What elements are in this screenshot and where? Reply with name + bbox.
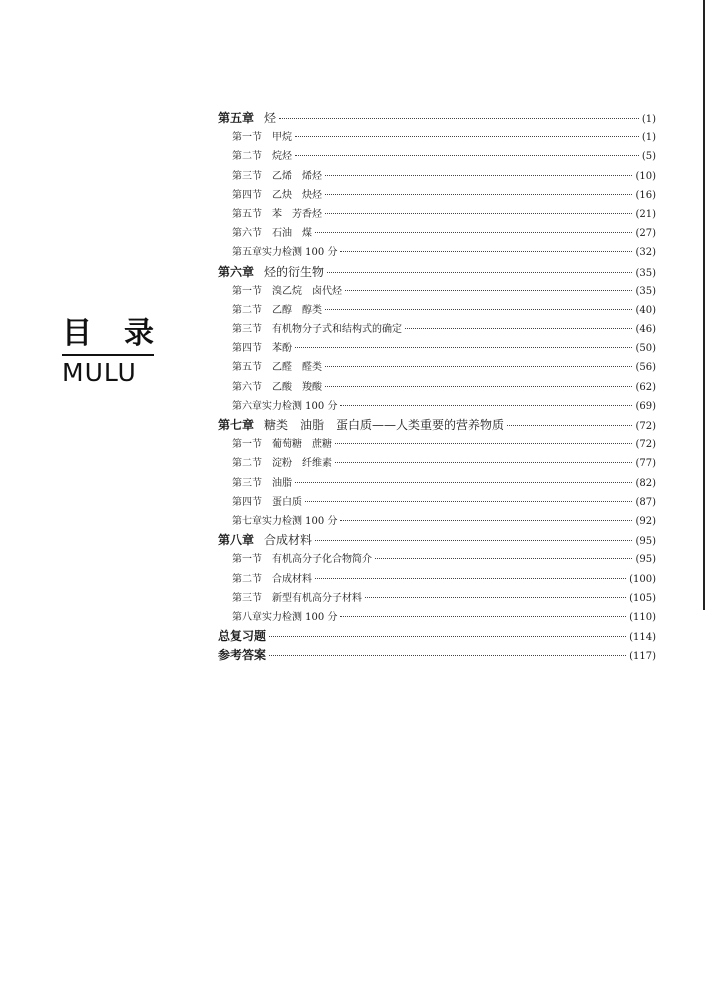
toc-entry-label: 第二节 xyxy=(232,458,262,470)
toc-entry-title: 有机物分子式和结构式的确定 xyxy=(272,324,402,336)
toc-page-number: (1) xyxy=(641,132,656,144)
toc-page-number: (110) xyxy=(629,611,656,623)
toc-leader-dots xyxy=(340,394,632,406)
toc-entry-label: 第七章实力检测 100 分 xyxy=(232,515,338,527)
toc-leader-dots xyxy=(325,375,632,387)
toc-page-number: (72) xyxy=(635,439,656,451)
toc-page-number: (117) xyxy=(629,651,656,663)
toc-leader-dots xyxy=(315,567,626,579)
toc-leader-dots xyxy=(375,547,632,559)
toc-page-number: (46) xyxy=(635,324,656,336)
toc-entry-title: 烃的衍生物 xyxy=(264,264,325,279)
contents-heading xyxy=(62,316,154,388)
toc-entry-label: 第八章 xyxy=(218,533,255,548)
toc-leader-dots xyxy=(335,451,632,463)
toc-entry-label: 第一节 xyxy=(232,285,262,297)
toc-entry-label: 第二节 xyxy=(232,304,262,316)
toc-leader-dots xyxy=(295,125,639,137)
toc-entry-title: 烃 xyxy=(264,111,277,125)
toc-leader-dots xyxy=(340,509,632,521)
page-edge-line xyxy=(703,0,705,610)
toc-page-number: (105) xyxy=(629,592,656,604)
toc-entry-title: 新型有机高分子材料 xyxy=(272,592,362,604)
toc-page-number: (35) xyxy=(635,267,656,279)
toc-entry-title: 葡萄糖 蔗糖 xyxy=(272,439,332,451)
toc-page-number: (35) xyxy=(635,285,656,297)
toc-leader-dots xyxy=(269,625,626,637)
toc-entry-label: 第六节 xyxy=(232,381,262,393)
toc-page-number: (95) xyxy=(635,536,656,548)
toc-page-number: (1) xyxy=(641,114,656,125)
toc-leader-dots xyxy=(269,644,626,656)
toc-entry-title: 油脂 xyxy=(272,477,292,489)
toc-leader-dots xyxy=(305,490,632,502)
toc-entry-label: 第五节 xyxy=(232,208,262,220)
toc-entry-title: 乙醛 醛类 xyxy=(272,362,322,374)
toc-entry-title: 蛋白质 xyxy=(272,496,302,508)
toc-page-number: (95) xyxy=(635,554,656,566)
toc-page-number: (82) xyxy=(635,477,656,489)
toc-entry-label: 第六节 xyxy=(232,228,262,240)
toc-entry-label: 第四节 xyxy=(232,343,262,355)
toc-page-number: (77) xyxy=(635,458,656,470)
toc-leader-dots xyxy=(325,202,632,214)
toc-entry-title: 淀粉 纤维素 xyxy=(272,458,332,470)
toc-entry-label: 总复习题 xyxy=(218,629,267,644)
toc-entry-label: 第一节 xyxy=(232,132,262,144)
toc-entry-title: 乙炔 炔烃 xyxy=(272,189,322,201)
toc-page-number: (50) xyxy=(635,343,656,355)
toc-entry-label: 第七章 xyxy=(218,418,255,432)
toc-page-number: (21) xyxy=(635,208,656,220)
toc-leader-dots xyxy=(325,183,632,195)
toc-entry-label: 第二节 xyxy=(232,573,262,585)
toc-entry-title: 合成材料 xyxy=(264,533,313,548)
toc-entry-title: 糖类 油脂 蛋白质——人类重要的营养物质 xyxy=(264,418,505,432)
toc-entry-label: 第三节 xyxy=(232,324,262,336)
toc-page-number: (27) xyxy=(635,228,656,240)
toc-entry-label: 第五节 xyxy=(232,362,262,374)
toc-leader-dots xyxy=(327,261,632,273)
toc-entry-title: 苯酚 xyxy=(272,343,292,355)
toc-leader-dots xyxy=(295,471,632,483)
toc-entry-label: 第一节 xyxy=(232,554,262,566)
toc-page-number: (114) xyxy=(629,632,656,644)
toc-leader-dots xyxy=(279,107,639,119)
toc-leader-dots xyxy=(295,144,639,156)
toc-entry-title: 烷烃 xyxy=(272,151,292,163)
toc-entry-label: 第五章 xyxy=(218,111,255,125)
toc-page-number: (56) xyxy=(635,362,656,374)
toc-page-number: (10) xyxy=(635,170,656,182)
toc-chapter-row xyxy=(218,646,656,665)
toc-entry-title: 溴乙烷 卤代烃 xyxy=(272,285,342,297)
toc-page-number: (69) xyxy=(635,400,656,412)
toc-entry-title: 苯 芳香烃 xyxy=(272,208,322,220)
toc-entry-title: 甲烷 xyxy=(272,132,292,144)
toc-entry-label: 第四节 xyxy=(232,189,262,201)
heading-char-left: 目 xyxy=(62,316,92,351)
toc-leader-dots xyxy=(295,336,632,348)
toc-entry-label: 第三节 xyxy=(232,170,262,182)
toc-leader-dots xyxy=(315,221,632,233)
heading-rule xyxy=(62,354,154,356)
toc-entry-label: 第八章实力检测 100 分 xyxy=(232,611,338,623)
toc-entry-title: 合成材料 xyxy=(272,573,312,585)
toc-entry-label: 第六章实力检测 100 分 xyxy=(232,400,338,412)
toc-entry-title: 石油 煤 xyxy=(272,228,312,240)
toc-entry-label: 第三节 xyxy=(232,477,262,489)
heading-char-right: 录 xyxy=(124,316,154,351)
toc-page-number: (32) xyxy=(635,247,656,259)
toc-entry-label: 第四节 xyxy=(232,496,262,508)
toc-leader-dots xyxy=(340,240,632,252)
toc-leader-dots xyxy=(315,529,632,541)
table-of-contents xyxy=(218,109,656,665)
toc-page-number: (87) xyxy=(635,496,656,508)
toc-page-number: (40) xyxy=(635,304,656,316)
toc-entry-label: 参考答案 xyxy=(218,648,267,663)
toc-entry-title: 有机高分子化合物简介 xyxy=(272,554,372,566)
toc-leader-dots xyxy=(405,317,632,329)
toc-entry-label: 第一节 xyxy=(232,439,262,451)
toc-page-number: (5) xyxy=(641,151,656,163)
toc-leader-dots xyxy=(345,279,632,291)
toc-leader-dots xyxy=(325,355,632,367)
toc-page-number: (72) xyxy=(635,421,656,432)
toc-leader-dots xyxy=(365,586,626,598)
toc-leader-dots xyxy=(507,414,632,426)
toc-page-number: (100) xyxy=(629,573,656,585)
toc-leader-dots xyxy=(325,298,632,310)
toc-entry-label: 第六章 xyxy=(218,264,255,279)
toc-entry-title: 乙醇 醇类 xyxy=(272,304,322,316)
toc-page-number: (16) xyxy=(635,189,656,201)
toc-entry-label: 第五章实力检测 100 分 xyxy=(232,247,338,259)
contents-heading-pinyin: MULU xyxy=(62,358,137,387)
toc-leader-dots xyxy=(325,164,632,176)
toc-leader-dots xyxy=(340,605,626,617)
toc-entry-title: 乙烯 烯烃 xyxy=(272,170,322,182)
toc-page-number: (92) xyxy=(635,515,656,527)
contents-heading-cn xyxy=(62,316,154,352)
toc-entry-label: 第三节 xyxy=(232,592,262,604)
toc-page-number: (62) xyxy=(635,381,656,393)
toc-entry-title: 乙酸 羧酸 xyxy=(272,381,322,393)
toc-leader-dots xyxy=(335,432,632,444)
toc-entry-label: 第二节 xyxy=(232,151,262,163)
